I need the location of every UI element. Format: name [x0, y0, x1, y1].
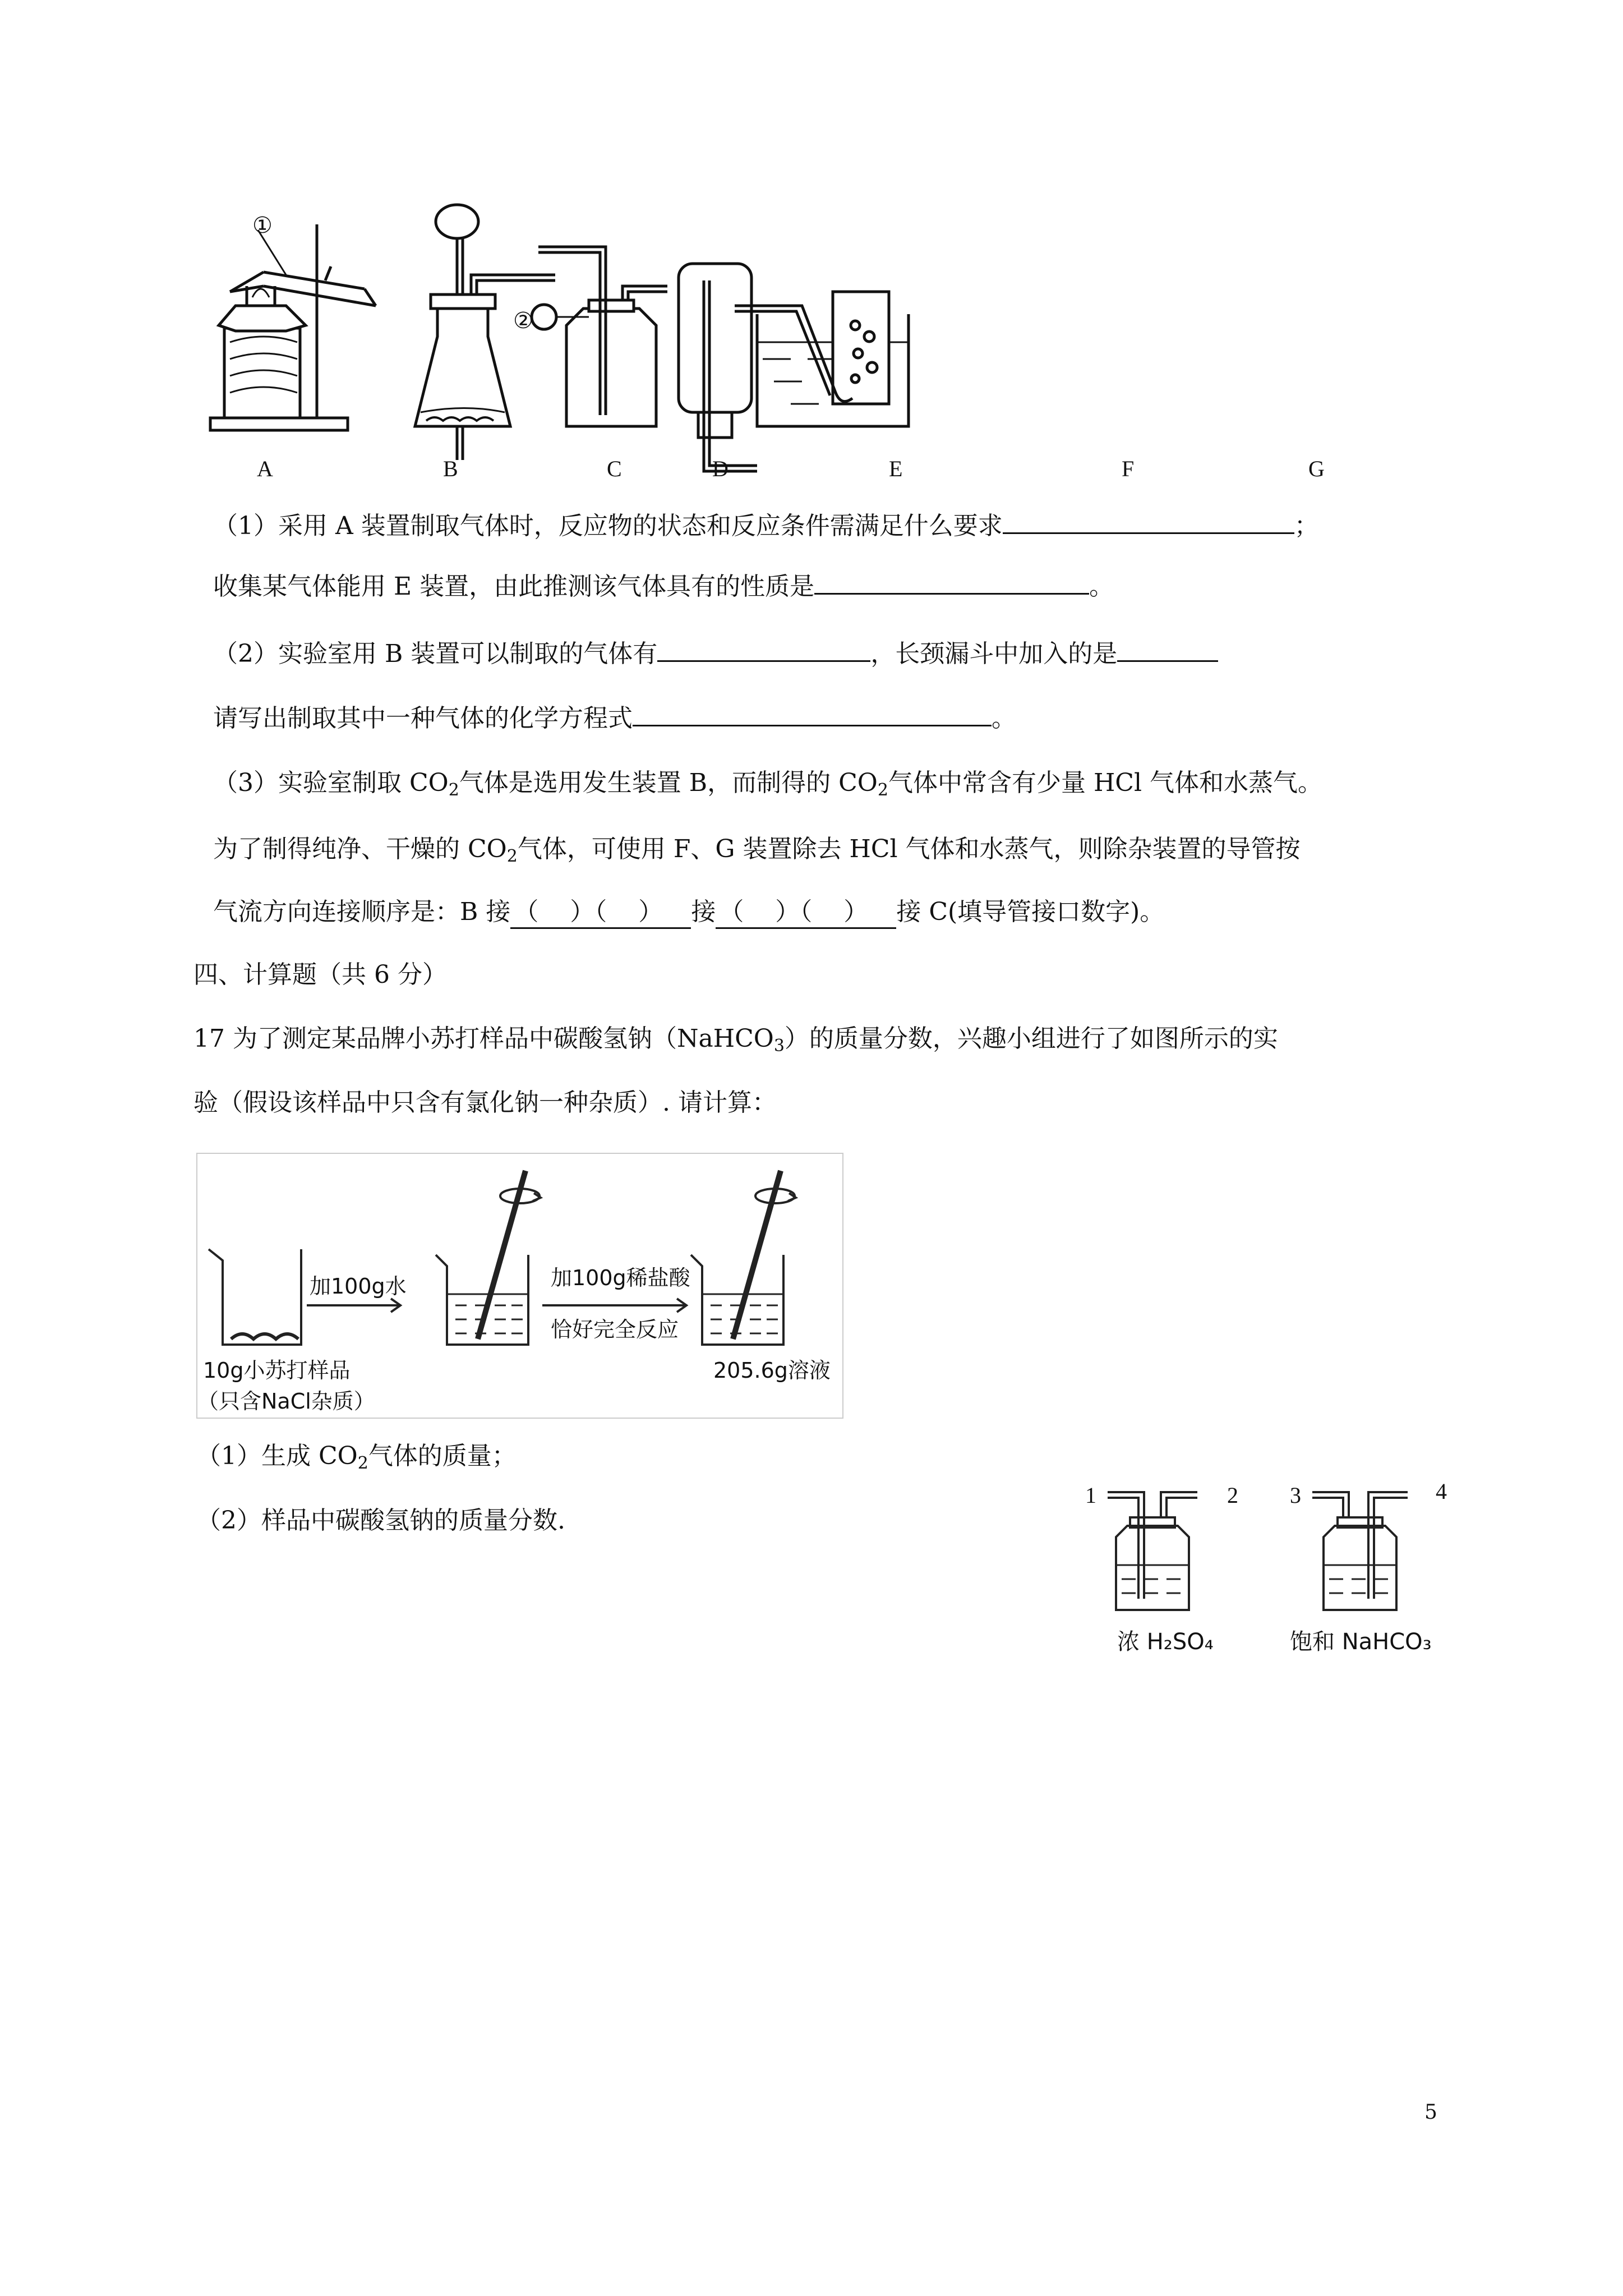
q17-line1: 17 为了测定某品牌小苏打样品中碳酸氢钠（NaHCO$_3$）的质量分数，兴趣小组进行了如图所示的实	[193, 1024, 1278, 1056]
page-number: 5	[1424, 2101, 1437, 2124]
apparatus-figure	[196, 191, 1038, 482]
bottle-g-label: 饱和 NaHCO₃	[1290, 1629, 1432, 1655]
apparatus-label-F: F	[1122, 456, 1135, 481]
q16-p3-line3: 气流方向连接顺序是：B 接 （ ）（ ） 接 （ ）（ ） 接 C(填导管接口数字)。	[213, 898, 1164, 929]
step2-label-b: 恰好完全反应	[551, 1317, 679, 1342]
q16-p2-line1: （2）实验室用 B 装置可以制取的气体有 ，长颈漏斗中加入的是	[213, 639, 1218, 669]
port-3: 3	[1290, 1483, 1301, 1508]
q17-line2: 验（假设该样品中只含有氯化钠一种杂质）. 请计算：	[193, 1088, 777, 1117]
q17-ask1: （1）生成 $CO_2$气体的质量；	[196, 1442, 517, 1473]
mark-2: ②	[513, 308, 533, 333]
q17-ask2: （2）样品中碳酸氢钠的质量分数.	[196, 1506, 565, 1535]
q16-p1-line2: 收集某气体能用 E 装置，由此推测该气体具有的性质是 。	[213, 572, 1114, 601]
apparatus-label-C: C	[607, 456, 622, 481]
section-heading: 四、计算题（共 6 分）	[193, 960, 447, 989]
port-1: 1	[1085, 1483, 1096, 1508]
result-label: 205.6g溶液	[713, 1358, 831, 1383]
sample-impurity-label: （只含NaCl杂质）	[197, 1389, 375, 1414]
q16-p2-line2: 请写出制取其中一种气体的化学方程式 。	[213, 704, 1016, 733]
apparatus-label-A: A	[257, 456, 273, 481]
port-2: 2	[1227, 1483, 1238, 1508]
step2-label-a: 加100g稀盐酸	[551, 1266, 690, 1290]
apparatus-label-B: B	[443, 456, 458, 481]
q16-p1-line1: （1）采用 A 装置制取气体时，反应物的状态和反应条件需满足什么要求 ；	[213, 512, 1319, 540]
port-4: 4	[1436, 1479, 1447, 1504]
apparatus-label-E: E	[889, 456, 903, 481]
step1-label: 加100g水	[310, 1274, 407, 1299]
q16-p3-line2: 为了制得纯净、干燥的 $CO_2$气体，可使用 F、G 装置除去 HCl 气体和水蒸气，则除杂装置的导管按	[213, 835, 1301, 866]
apparatus-label-G: G	[1308, 456, 1325, 481]
experiment-figure	[196, 1153, 843, 1419]
bottle-f-label: 浓 H₂SO₄	[1117, 1629, 1214, 1655]
sample-label: 10g小苏打样品	[203, 1358, 351, 1383]
apparatus-label-D: D	[712, 456, 728, 481]
mark-1: ①	[252, 213, 273, 238]
q16-p3-line1: （3）实验室制取 $CO_2$气体是选用发生装置 B，而制得的 $CO_2$气体中常含有少量 HCl 气体和水蒸气。	[213, 769, 1323, 800]
